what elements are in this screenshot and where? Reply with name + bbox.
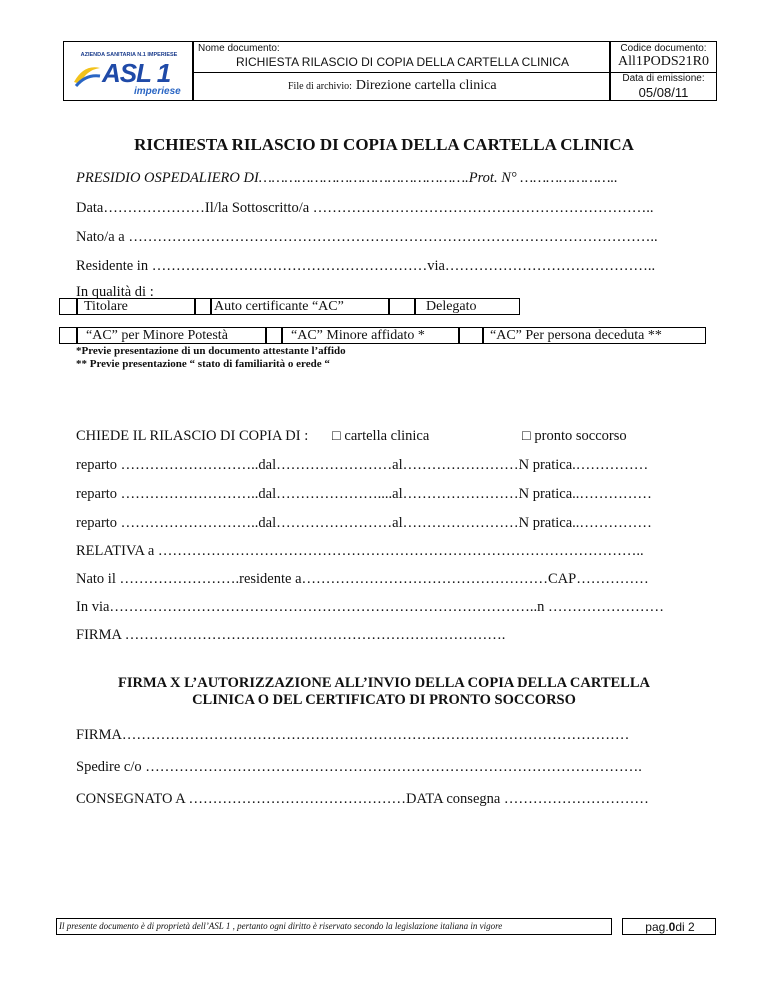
reparto-line-1: reparto ………………………..dal……………………al……………………N pratica.……………	[76, 457, 649, 473]
nato-line: Nato/a a ………………………………………………………………………………………………..	[76, 229, 658, 245]
file-archivio	[288, 76, 497, 94]
logo-big-text: ASL 1	[102, 58, 171, 88]
file-label: File di archivio:	[288, 81, 352, 92]
option-minore-affidato-label: “AC” Minore affidato *	[291, 328, 425, 343]
data-emissione-label: Data di emissione:	[622, 73, 705, 84]
reparto-line-3: reparto ………………………..dal……………………al……………………N pratica..……………	[76, 515, 652, 531]
data-emissione-value: 05/08/11	[638, 85, 689, 100]
consegnato-line: CONSEGNATO A ………………………………………DATA consegna …………………………	[76, 791, 649, 807]
option-auto-certificante	[211, 298, 389, 315]
logo-box	[63, 41, 193, 101]
checkbox-delegato[interactable]	[389, 298, 415, 315]
page-number-box	[622, 918, 716, 935]
option-delegato	[415, 298, 520, 315]
qualita-label: In qualità di :	[76, 284, 154, 300]
option-minore-potesta-label: “AC” per Minore Potestà	[86, 328, 228, 343]
presidio-line: PRESIDIO OSPEDALIERO DI………………………………………….Prot. N° …………………..	[76, 170, 618, 186]
residente-line: Residente in …………………………………………………via……………………………………..	[76, 258, 656, 274]
option-minore-potesta	[77, 327, 266, 344]
option-minore-affidato	[282, 327, 459, 344]
page-number	[623, 920, 717, 934]
nato-il-line: Nato il …………………….residente a……………………………………………CAP……………	[76, 571, 649, 587]
file-value: Direzione cartella clinica	[355, 78, 497, 93]
nome-label: Nome documento:	[198, 43, 280, 54]
page-title: RICHIESTA RILASCIO DI COPIA DELLA CARTELLA CLINICA	[134, 135, 634, 154]
note-affido: *Previe presentazione di un documento attestante l’affido	[76, 345, 346, 357]
option-auto-certificante-label: Auto certificante “AC”	[214, 299, 344, 314]
logo-swoosh	[72, 62, 102, 88]
option-cartella-clinica[interactable]: □ cartella clinica	[332, 428, 430, 444]
page-prefix: pag.	[645, 920, 669, 934]
firma2-line: FIRMA……………………………………………………………………………………………	[76, 727, 630, 743]
chiede-label: CHIEDE IL RILASCIO DI COPIA DI :	[76, 428, 309, 444]
codice-label: Codice documento:	[620, 43, 707, 54]
checkbox-minore-potesta[interactable]	[59, 327, 77, 344]
in-via-line: In via……………………………………………………………………………..n ……………………	[76, 599, 665, 615]
option-delegato-label: Delegato	[426, 299, 477, 314]
page-suffix: di 2	[675, 920, 695, 934]
autorizzazione-title-line-2: CLINICA O DEL CERTIFICATO DI PRONTO SOCCORSO	[192, 692, 576, 708]
spedire-line: Spedire c/o ………………………………………………………………………………………….	[76, 759, 642, 775]
autorizzazione-title-line-1: FIRMA X L’AUTORIZZAZIONE ALL’INVIO DELLA COPIA DELLA CARTELLA	[118, 675, 650, 691]
firma-line: FIRMA …………………………………………………………………….	[76, 627, 506, 643]
option-pronto-soccorso[interactable]: □ pronto soccorso	[522, 428, 627, 444]
codice-value: All1PODS21R0	[617, 54, 710, 69]
option-persona-deceduta-label: “AC” Per persona deceduta **	[490, 328, 662, 343]
logo-top-text: AZIENDA SANITARIA N.1 IMPERIESE	[80, 52, 178, 58]
nome-value: RICHIESTA RILASCIO DI COPIA DELLA CARTELLA CLINICA	[236, 55, 569, 69]
data-sottoscritto-line: Data…………………Il/la Sottoscritto/a ……………………………………………………………..	[76, 200, 654, 216]
footer-disclaimer-box	[56, 918, 612, 935]
option-titolare	[77, 298, 195, 315]
reparto-line-2: reparto ………………………..dal…………………....al……………………N pratica..……………	[76, 486, 652, 502]
footer-disclaimer: Il presente documento è di proprietà dell’ASL 1 , pertanto ogni diritto è riservato secondo la legislazione italiana in vigore	[59, 921, 503, 931]
page-num: 0	[668, 920, 676, 934]
note-familiarita: ** Previe presentazione “ stato di familiarità o erede “	[76, 358, 330, 370]
checkbox-auto-certificante[interactable]	[195, 298, 211, 315]
option-titolare-label: Titolare	[84, 299, 128, 314]
checkbox-persona-deceduta[interactable]	[459, 327, 483, 344]
logo-sub-text: imperiese	[134, 86, 181, 97]
header-divider	[193, 72, 610, 73]
checkbox-minore-affidato[interactable]	[266, 327, 282, 344]
option-persona-deceduta	[483, 327, 706, 344]
checkbox-titolare[interactable]	[59, 298, 77, 315]
relativa-line: RELATIVA a ………………………………………………………………………………………..	[76, 543, 644, 559]
